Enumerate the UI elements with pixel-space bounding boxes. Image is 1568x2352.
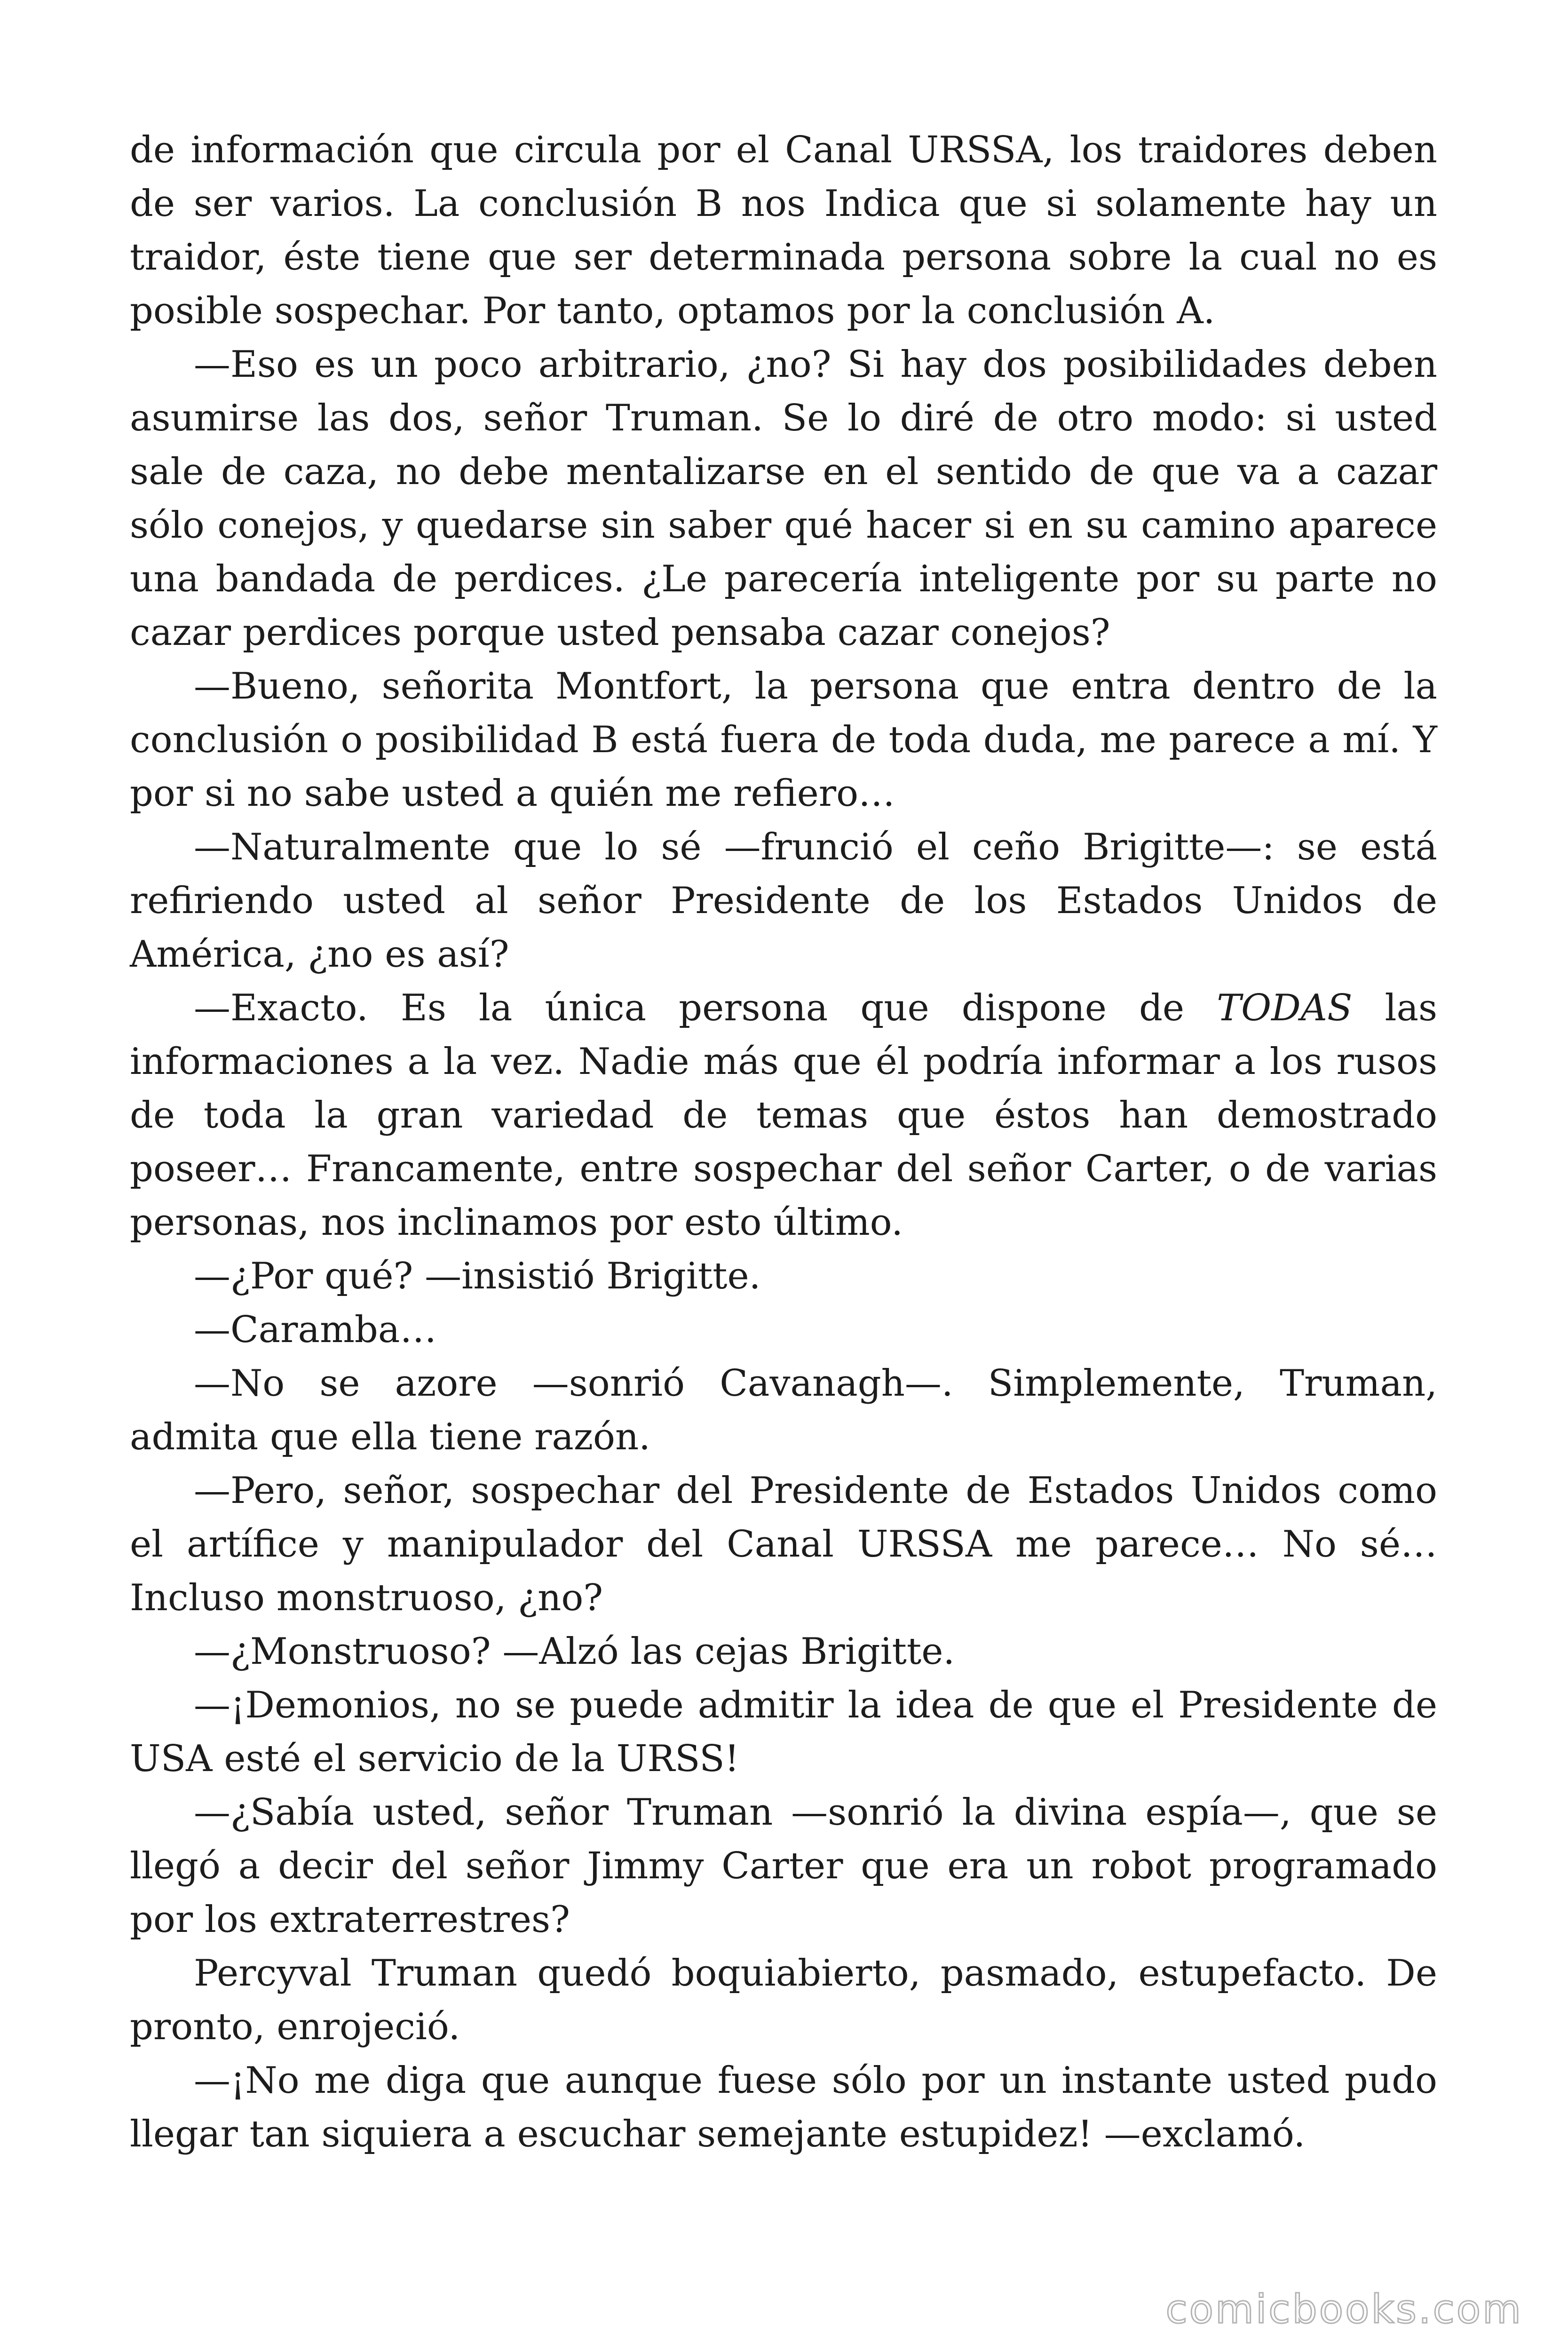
paragraph: —¿Por qué? —insistió Brigitte. — [194, 1255, 761, 1297]
paragraph: de información que circula por el Canal URSSA, los traidores deben de ser varios. La conclusión B nos Indica que si solamente hay un traidor, éste tiene que ser determinada persona sobre la cual no es posible sospechar. Por tanto, optamos por la conclusión A. — [130, 129, 1437, 332]
paragraph: —Eso es un poco arbitrario, ¿no? Si hay dos posibilidades deben asumirse las dos, señor Truman. Se lo diré de otro modo: si usted sale de caza, no debe mentalizarse en el sentido de que va a cazar sólo conejos, y quedarse sin saber qué hacer si en su camino aparece una bandada de perdices. ¿Le parecería inteligente por su parte no cazar perdices porque usted pensaba cazar conejos? — [130, 343, 1437, 654]
paragraph: —¿Monstruoso? —Alzó las cejas Brigitte. — [194, 1630, 955, 1673]
paragraph: —Caramba… — [194, 1309, 437, 1351]
paragraph-text: las informaciones a la vez. Nadie más que él podría informar a los rusos de toda la gran variedad de temas que éstos han demostrado poseer… Francamente, entre sospechar del señor Carter, o de varias personas, nos inclinamos por esto último. — [130, 987, 1437, 1244]
paragraph: —No se azore —sonrió Cavanagh—. Simplemente, Truman, admita que ella tiene razón. — [130, 1362, 1437, 1458]
paragraph-text: —Exacto. Es la única persona que dispone de — [194, 987, 1217, 1029]
watermark: comicbooks.com — [1165, 2286, 1523, 2332]
emphasized-word: TODAS — [1217, 987, 1353, 1029]
paragraph: —Naturalmente que lo sé —frunció el ceño Brigitte—: se está refiriendo usted al señor Presidente de los Estados Unidos de América, ¿no es así? — [130, 826, 1437, 976]
paragraph: —Pero, señor, sospechar del Presidente de Estados Unidos como el artífice y manipulador del Canal URSSA me parece… No sé… Incluso monstruoso, ¿no? — [130, 1470, 1437, 1619]
paragraph: Percyval Truman quedó boquiabierto, pasmado, estupefacto. De pronto, enrojeció. — [130, 1952, 1437, 2048]
paragraph: —¡No me diga que aunque fuese sólo por un instante usted pudo llegar tan siquiera a escuchar semejante estupidez! —exclamó. — [130, 2059, 1437, 2155]
body-text — [130, 123, 1437, 2161]
paragraph: —Bueno, señorita Montfort, la persona que entra dentro de la conclusión o posibilidad B está fuera de toda duda, me parece a mí. Y por si no sabe usted a quién me refiero… — [130, 665, 1437, 815]
paragraph: —¿Sabía usted, señor Truman —sonrió la divina espía—, que se llegó a decir del señor Jimmy Carter que era un robot programado por los extraterrestres? — [130, 1791, 1437, 1941]
paragraph: —¡Demonios, no se puede admitir la idea de que el Presidente de USA esté el servicio de la URSS! — [130, 1684, 1437, 1780]
paragraph — [130, 981, 1437, 1249]
